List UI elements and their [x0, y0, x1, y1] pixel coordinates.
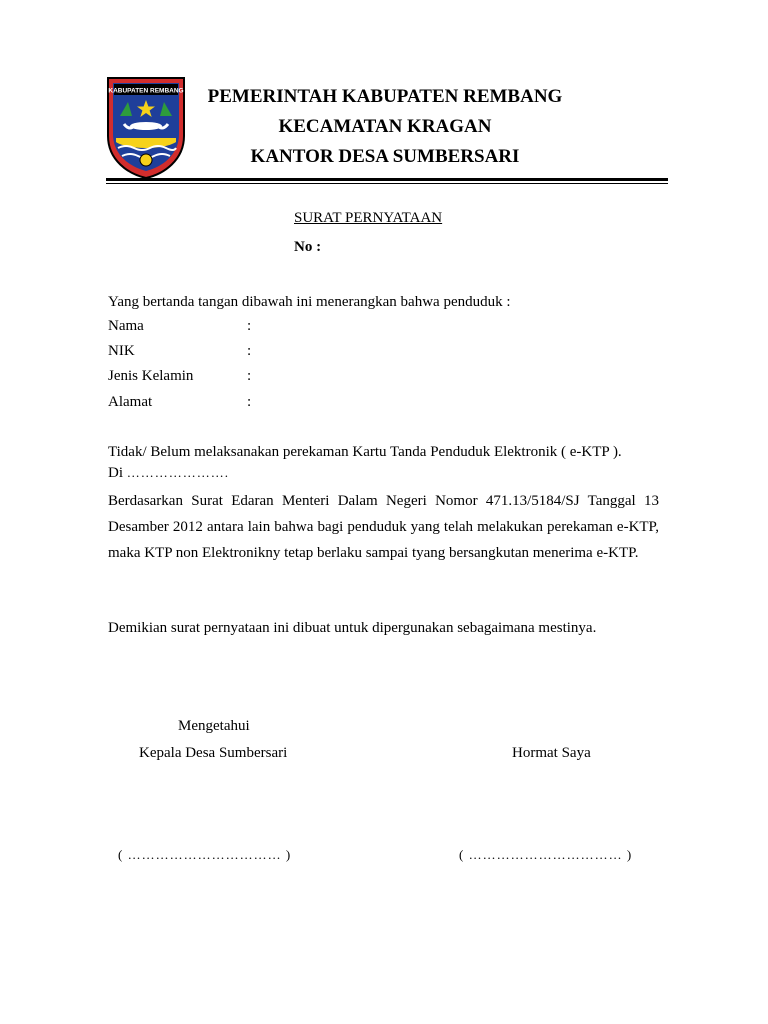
signature-right-title: Hormat Saya	[512, 745, 591, 761]
di-dots: ………………….	[126, 465, 229, 480]
field-colon: :	[247, 368, 252, 384]
intro-text: Yang bertanda tangan dibawah ini menerangkan bahwa penduduk :	[108, 294, 511, 310]
statement-line: Tidak/ Belum melaksanakan perekaman Kartu Tanda Penduduk Elektronik ( e-KTP ).	[108, 444, 622, 460]
signature-right-blank: ( …………………………… )	[459, 847, 633, 862]
closing-text: Demikian surat pernyataan ini dibuat untuk dipergunakan sebagaimana mestinya.	[108, 620, 597, 636]
letterhead-rule-thick	[106, 178, 668, 181]
letterhead-rule-thin	[106, 183, 668, 184]
field-colon: :	[247, 343, 252, 359]
field-label-nama: Nama	[108, 318, 144, 334]
header-government: PEMERINTAH KABUPATEN REMBANG	[207, 86, 563, 107]
field-colon: :	[247, 394, 252, 410]
signature-left-title: Kepala Desa Sumbersari	[139, 745, 288, 761]
kabupaten-rembang-emblem	[106, 76, 186, 180]
signature-left-blank: ( …………………………… )	[118, 847, 292, 862]
field-label-jenis-kelamin: Jenis Kelamin	[108, 368, 194, 384]
field-colon: :	[247, 318, 252, 334]
di-label: Di	[108, 465, 123, 481]
statement-di	[108, 465, 229, 482]
signature-left-heading: Mengetahui	[178, 718, 250, 734]
document-title: SURAT PERNYATAAN	[294, 210, 443, 226]
header-district: KECAMATAN KRAGAN	[278, 116, 492, 137]
document-number-label: No :	[294, 239, 322, 255]
field-label-alamat: Alamat	[108, 394, 153, 410]
header-village-office: KANTOR DESA SUMBERSARI	[250, 146, 520, 167]
emblem-label: KABUPATEN REMBANG	[108, 87, 184, 95]
field-label-nik: NIK	[108, 343, 135, 359]
statement-body: Berdasarkan Surat Edaran Menteri Dalam Negeri Nomor 471.13/5184/SJ Tanggal 13 Desamber 2012 antara lain bahwa bagi penduduk yang telah melakukan perekaman e-KTP, maka KTP non Elektronikny tetap berlaku sampai tyang bersangkutan menerima e-KTP.	[108, 493, 659, 561]
